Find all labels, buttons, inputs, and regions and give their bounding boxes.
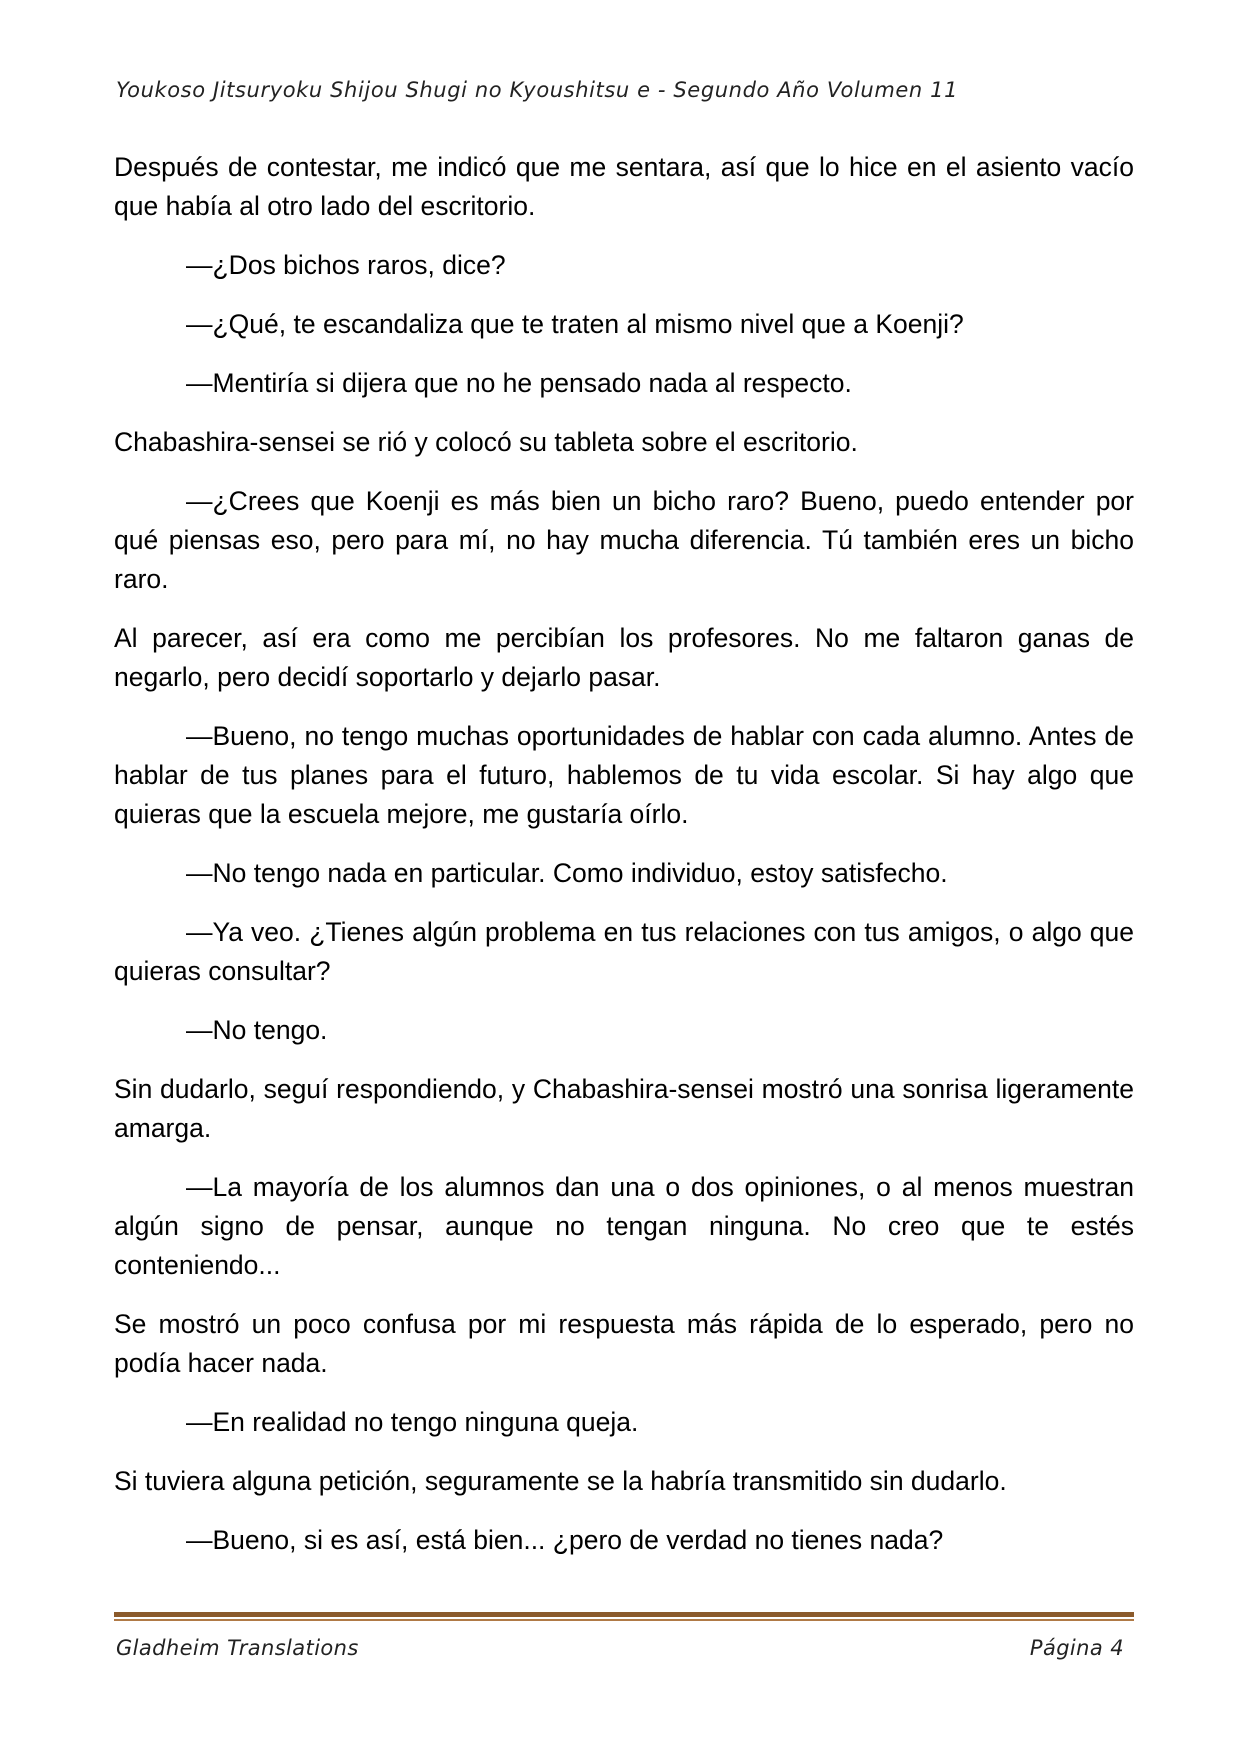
footer-divider-thin (114, 1619, 1134, 1621)
paragraph: Si tuviera alguna petición, seguramente se la habría transmitido sin dudarlo. (114, 1466, 1007, 1496)
paragraph: Después de contestar, me indicó que me sentara, así que lo hice en el asiento vacío que había al otro lado del escritorio. (114, 152, 1134, 221)
dialogue-line: —¿Dos bichos raros, dice? (186, 250, 506, 280)
page-header-title: Youkoso Jitsuryoku Shijou Shugi no Kyoushitsu e - Segundo Año Volumen 11 (116, 78, 959, 102)
dialogue-line: —¿Crees que Koenji es más bien un bicho raro? Bueno, puedo entender por qué piensas eso, pero para mí, no hay mucha diferencia. Tú también eres un bicho raro. (114, 486, 1134, 594)
footer-translator-credit: Gladheim Translations (116, 1636, 359, 1660)
dialogue-line: —Mentiría si dijera que no he pensado nada al respecto. (186, 368, 852, 398)
dialogue-line: —La mayoría de los alumnos dan una o dos opiniones, o al menos muestran algún signo de pensar, aunque no tengan ninguna. No creo que te estés conteniendo... (114, 1172, 1134, 1280)
paragraph: Sin dudarlo, seguí respondiendo, y Chabashira-sensei mostró una sonrisa ligeramente amarga. (114, 1074, 1134, 1143)
dialogue-line: —No tengo. (186, 1015, 328, 1045)
paragraph: Chabashira-sensei se rió y colocó su tableta sobre el escritorio. (114, 427, 858, 457)
footer-divider-thick (114, 1612, 1134, 1617)
footer-divider (114, 1612, 1134, 1621)
footer-page-number: Página 4 (1029, 1636, 1124, 1660)
page-body (114, 148, 1134, 1580)
dialogue-line: —Bueno, no tengo muchas oportunidades de hablar con cada alumno. Antes de hablar de tus planes para el futuro, hablemos de tu vida escolar. Si hay algo que quieras que la escuela mejore, me gustaría oírlo. (114, 721, 1134, 829)
paragraph: Se mostró un poco confusa por mi respuesta más rápida de lo esperado, pero no podía hacer nada. (114, 1309, 1134, 1378)
dialogue-line: —¿Qué, te escandaliza que te traten al mismo nivel que a Koenji? (186, 309, 964, 339)
paragraph: Al parecer, así era como me percibían los profesores. No me faltaron ganas de negarlo, pero decidí soportarlo y dejarlo pasar. (114, 623, 1134, 692)
dialogue-line: —No tengo nada en particular. Como individuo, estoy satisfecho. (186, 858, 948, 888)
dialogue-line: —Ya veo. ¿Tienes algún problema en tus relaciones con tus amigos, o algo que quieras consultar? (114, 917, 1134, 986)
dialogue-line: —Bueno, si es así, está bien... ¿pero de verdad no tienes nada? (186, 1525, 944, 1555)
dialogue-line: —En realidad no tengo ninguna queja. (186, 1407, 639, 1437)
